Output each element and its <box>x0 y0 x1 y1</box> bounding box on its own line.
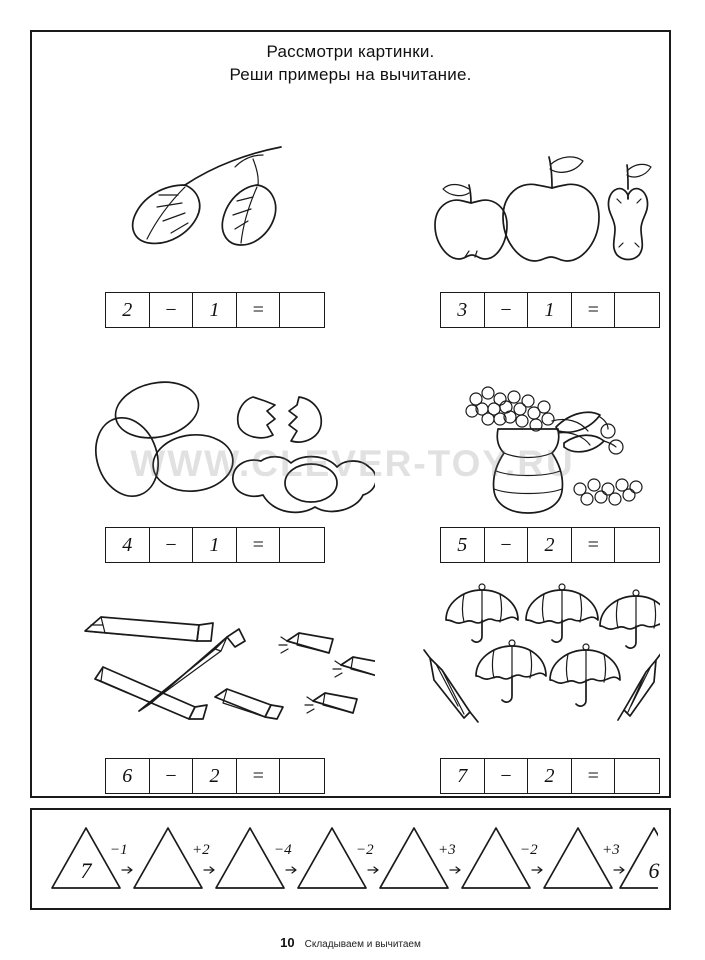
chain-step-2: +2 <box>192 842 210 858</box>
eq-equals: = <box>237 759 281 793</box>
chain-value: 6 <box>648 858 660 883</box>
eq-subtrahend: 1 <box>528 293 572 327</box>
picture-pencils <box>65 585 375 730</box>
eq-minuend: 4 <box>106 528 150 562</box>
chain-step-7: +3 <box>602 842 620 858</box>
eq-answer-field[interactable] <box>615 293 659 327</box>
eq-minuend: 2 <box>106 293 150 327</box>
eq-minuend: 5 <box>441 528 485 562</box>
picture-eggs <box>85 375 375 520</box>
page-number: 10 <box>280 935 295 950</box>
eq-operator: − <box>150 528 194 562</box>
eq-operator: − <box>150 293 194 327</box>
equation-pencils <box>105 758 325 794</box>
eq-answer-field[interactable] <box>280 528 324 562</box>
page-title <box>30 40 671 86</box>
chain-step-3: −4 <box>274 842 292 858</box>
eq-minuend: 3 <box>441 293 485 327</box>
eq-subtrahend: 1 <box>193 293 237 327</box>
worksheet-page <box>30 30 675 950</box>
picture-berries-vase <box>440 373 660 523</box>
chain-triangle-8[interactable] <box>620 828 688 888</box>
eq-answer-field[interactable] <box>615 759 659 793</box>
eq-equals: = <box>572 293 616 327</box>
eq-operator: − <box>485 528 529 562</box>
title-line-1: Рассмотри картинки. <box>266 42 435 61</box>
title-line-2: Реши примеры на вычитание. <box>229 65 472 84</box>
eq-operator: − <box>485 293 529 327</box>
eq-equals: = <box>572 528 616 562</box>
eq-equals: = <box>572 759 616 793</box>
eq-subtrahend: 2 <box>528 759 572 793</box>
picture-umbrellas <box>420 580 660 730</box>
chain-step-1: −1 <box>110 842 128 858</box>
footer <box>30 935 671 950</box>
number-chain <box>48 820 658 900</box>
equation-apples <box>440 292 660 328</box>
picture-apples <box>425 145 655 270</box>
eq-minuend: 6 <box>106 759 150 793</box>
equation-eggs <box>105 527 325 563</box>
footer-caption: Складываем и вычитаем <box>304 939 421 950</box>
chain-step-4: −2 <box>356 842 374 858</box>
eq-equals: = <box>237 293 281 327</box>
eq-subtrahend: 1 <box>193 528 237 562</box>
eq-answer-field[interactable] <box>280 293 324 327</box>
equation-leaves <box>105 292 325 328</box>
chain-step-6: −2 <box>520 842 538 858</box>
eq-operator: − <box>485 759 529 793</box>
eq-minuend: 7 <box>441 759 485 793</box>
picture-leaves <box>85 125 325 265</box>
equation-berries <box>440 527 660 563</box>
eq-operator: − <box>150 759 194 793</box>
eq-subtrahend: 2 <box>528 528 572 562</box>
chain-value: 7 <box>80 858 92 883</box>
watermark: WWW.CLEVER-TOY.RU <box>130 443 575 484</box>
equation-umbrellas <box>440 758 660 794</box>
eq-answer-field[interactable] <box>280 759 324 793</box>
eq-subtrahend: 2 <box>193 759 237 793</box>
eq-equals: = <box>237 528 281 562</box>
chain-step-5: +3 <box>438 842 456 858</box>
eq-answer-field[interactable] <box>615 528 659 562</box>
